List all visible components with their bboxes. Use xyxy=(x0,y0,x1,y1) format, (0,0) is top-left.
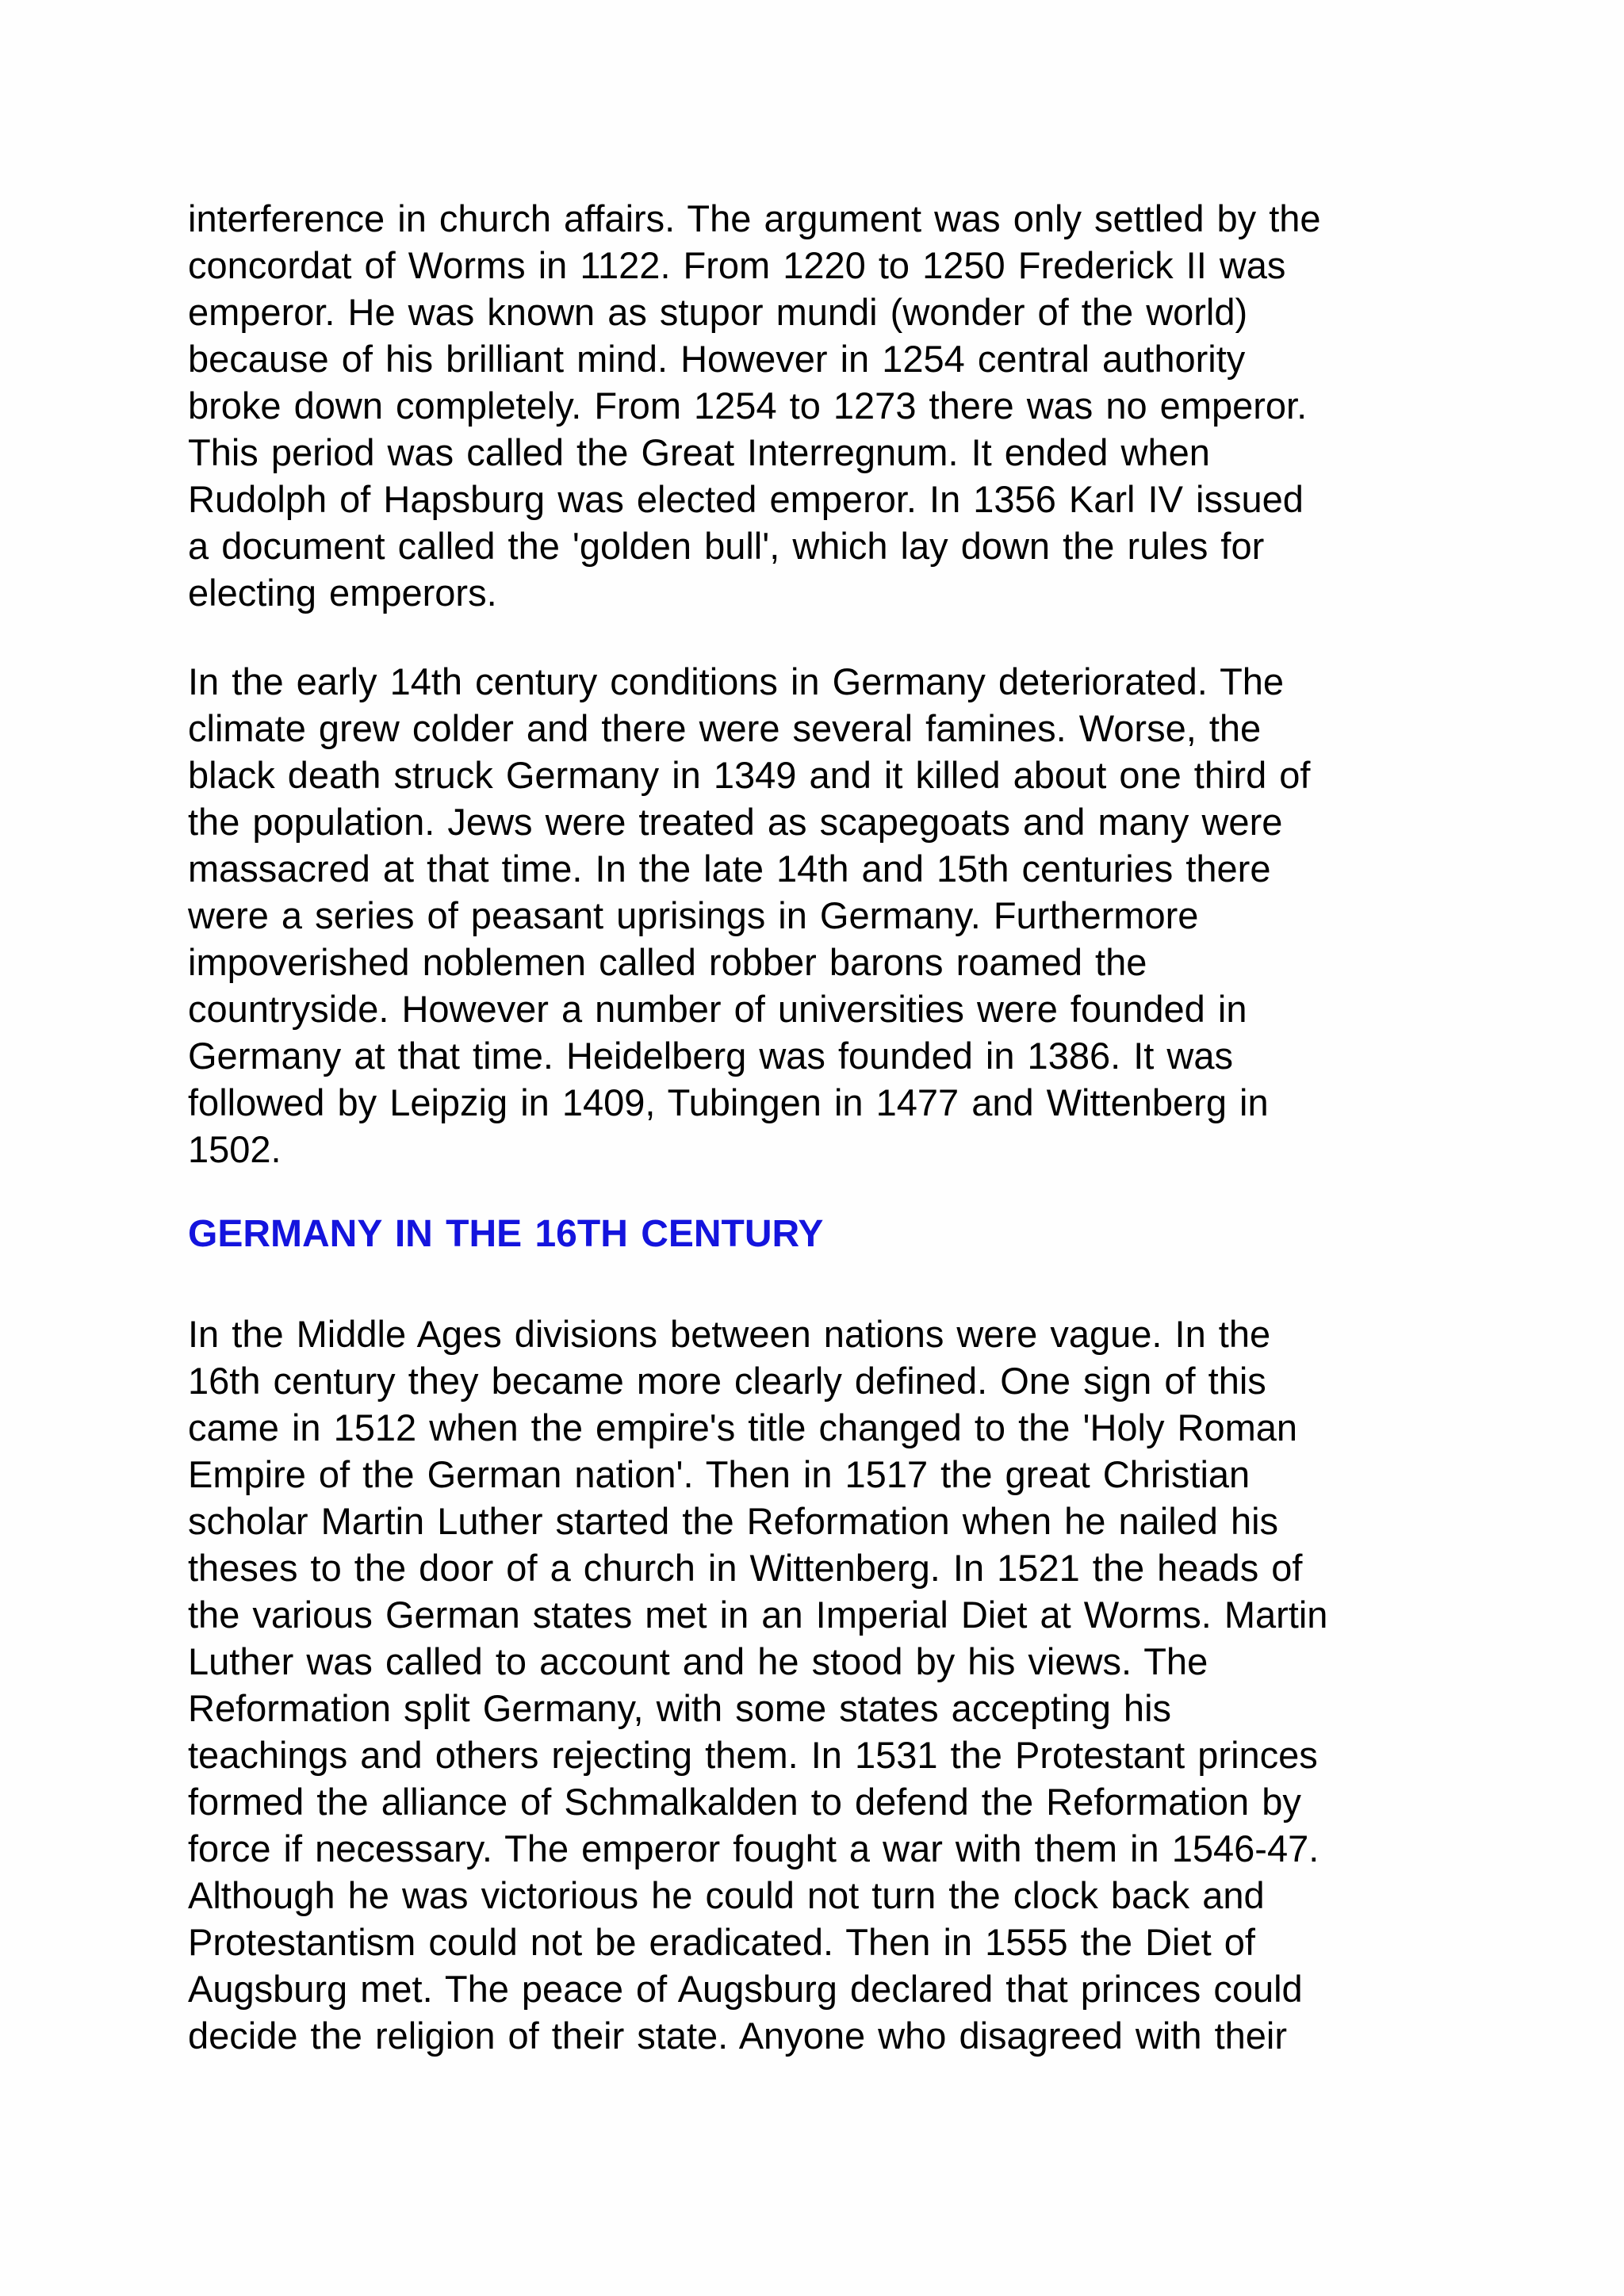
text-line: followed by Leipzig in 1409, Tubingen in 1477 and Wittenberg in xyxy=(188,1081,1269,1123)
text-line: Protestantism could not be eradicated. Then in 1555 the Diet of xyxy=(188,1921,1255,1963)
text-line: climate grew colder and there were several famines. Worse, the xyxy=(188,707,1262,749)
text-line: teachings and others rejecting them. In 1531 the Protestant princes xyxy=(188,1734,1318,1776)
text-line: because of his brilliant mind. However in 1254 central authority xyxy=(188,338,1246,380)
section-heading: GERMANY IN THE 16TH CENTURY xyxy=(188,1213,824,1255)
text-line: concordat of Worms in 1122. From 1220 to 1250 Frederick II was xyxy=(188,244,1286,286)
text-line: Luther was called to account and he stood by his views. The xyxy=(188,1640,1208,1682)
text-line: the various German states met in an Imperial Diet at Worms. Martin xyxy=(188,1594,1328,1636)
text-line: theses to the door of a church in Wittenberg. In 1521 the heads of xyxy=(188,1547,1303,1589)
text-line: emperor. He was known as stupor mundi (wonder of the world) xyxy=(188,291,1248,333)
text-line: electing emperors. xyxy=(188,572,497,614)
text-line: Empire of the German nation'. Then in 1517 the great Christian xyxy=(188,1453,1251,1495)
text-line: Reformation split Germany, with some states accepting his xyxy=(188,1687,1172,1729)
text-line: interference in church affairs. The argument was only settled by the xyxy=(188,197,1321,239)
text-line: countryside. However a number of universities were founded in xyxy=(188,988,1247,1030)
text-line: This period was called the Great Interregnum. It ended when xyxy=(188,431,1210,473)
text-line: 16th century they became more clearly defined. One sign of this xyxy=(188,1360,1266,1402)
text-line: Augsburg met. The peace of Augsburg declared that princes could xyxy=(188,1968,1303,2010)
text-line: In the Middle Ages divisions between nations were vague. In the xyxy=(188,1313,1271,1355)
text-line: broke down completely. From 1254 to 1273 there was no emperor. xyxy=(188,385,1308,427)
text-line: the population. Jews were treated as scapegoats and many were xyxy=(188,801,1283,843)
text-line: impoverished noblemen called robber barons roamed the xyxy=(188,941,1147,983)
text-line: black death struck Germany in 1349 and it killed about one third of xyxy=(188,754,1311,796)
text-line: were a series of peasant uprisings in Germany. Furthermore xyxy=(188,894,1199,936)
text-line: 1502. xyxy=(188,1128,282,1170)
text-line: came in 1512 when the empire's title changed to the 'Holy Roman xyxy=(188,1406,1298,1448)
text-line: scholar Martin Luther started the Reformation when he nailed his xyxy=(188,1500,1279,1542)
document-content xyxy=(188,195,1488,2059)
text-line: force if necessary. The emperor fought a war with them in 1546-47. xyxy=(188,1827,1320,1869)
text-line: Germany at that time. Heidelberg was founded in 1386. It was xyxy=(188,1035,1233,1077)
paragraph xyxy=(188,1311,1488,2059)
text-line: decide the religion of their state. Anyone who disagreed with their xyxy=(188,2015,1288,2057)
paragraph xyxy=(188,195,1488,616)
paragraph xyxy=(188,658,1488,1173)
text-line: formed the alliance of Schmalkalden to defend the Reformation by xyxy=(188,1781,1301,1823)
text-line: a document called the 'golden bull', which lay down the rules for xyxy=(188,525,1265,567)
text-line: Rudolph of Hapsburg was elected emperor. In 1356 Karl IV issued xyxy=(188,478,1304,520)
text-line: In the early 14th century conditions in Germany deteriorated. The xyxy=(188,660,1285,702)
text-line: massacred at that time. In the late 14th and 15th centuries there xyxy=(188,848,1271,890)
text-line: Although he was victorious he could not turn the clock back and xyxy=(188,1874,1265,1916)
